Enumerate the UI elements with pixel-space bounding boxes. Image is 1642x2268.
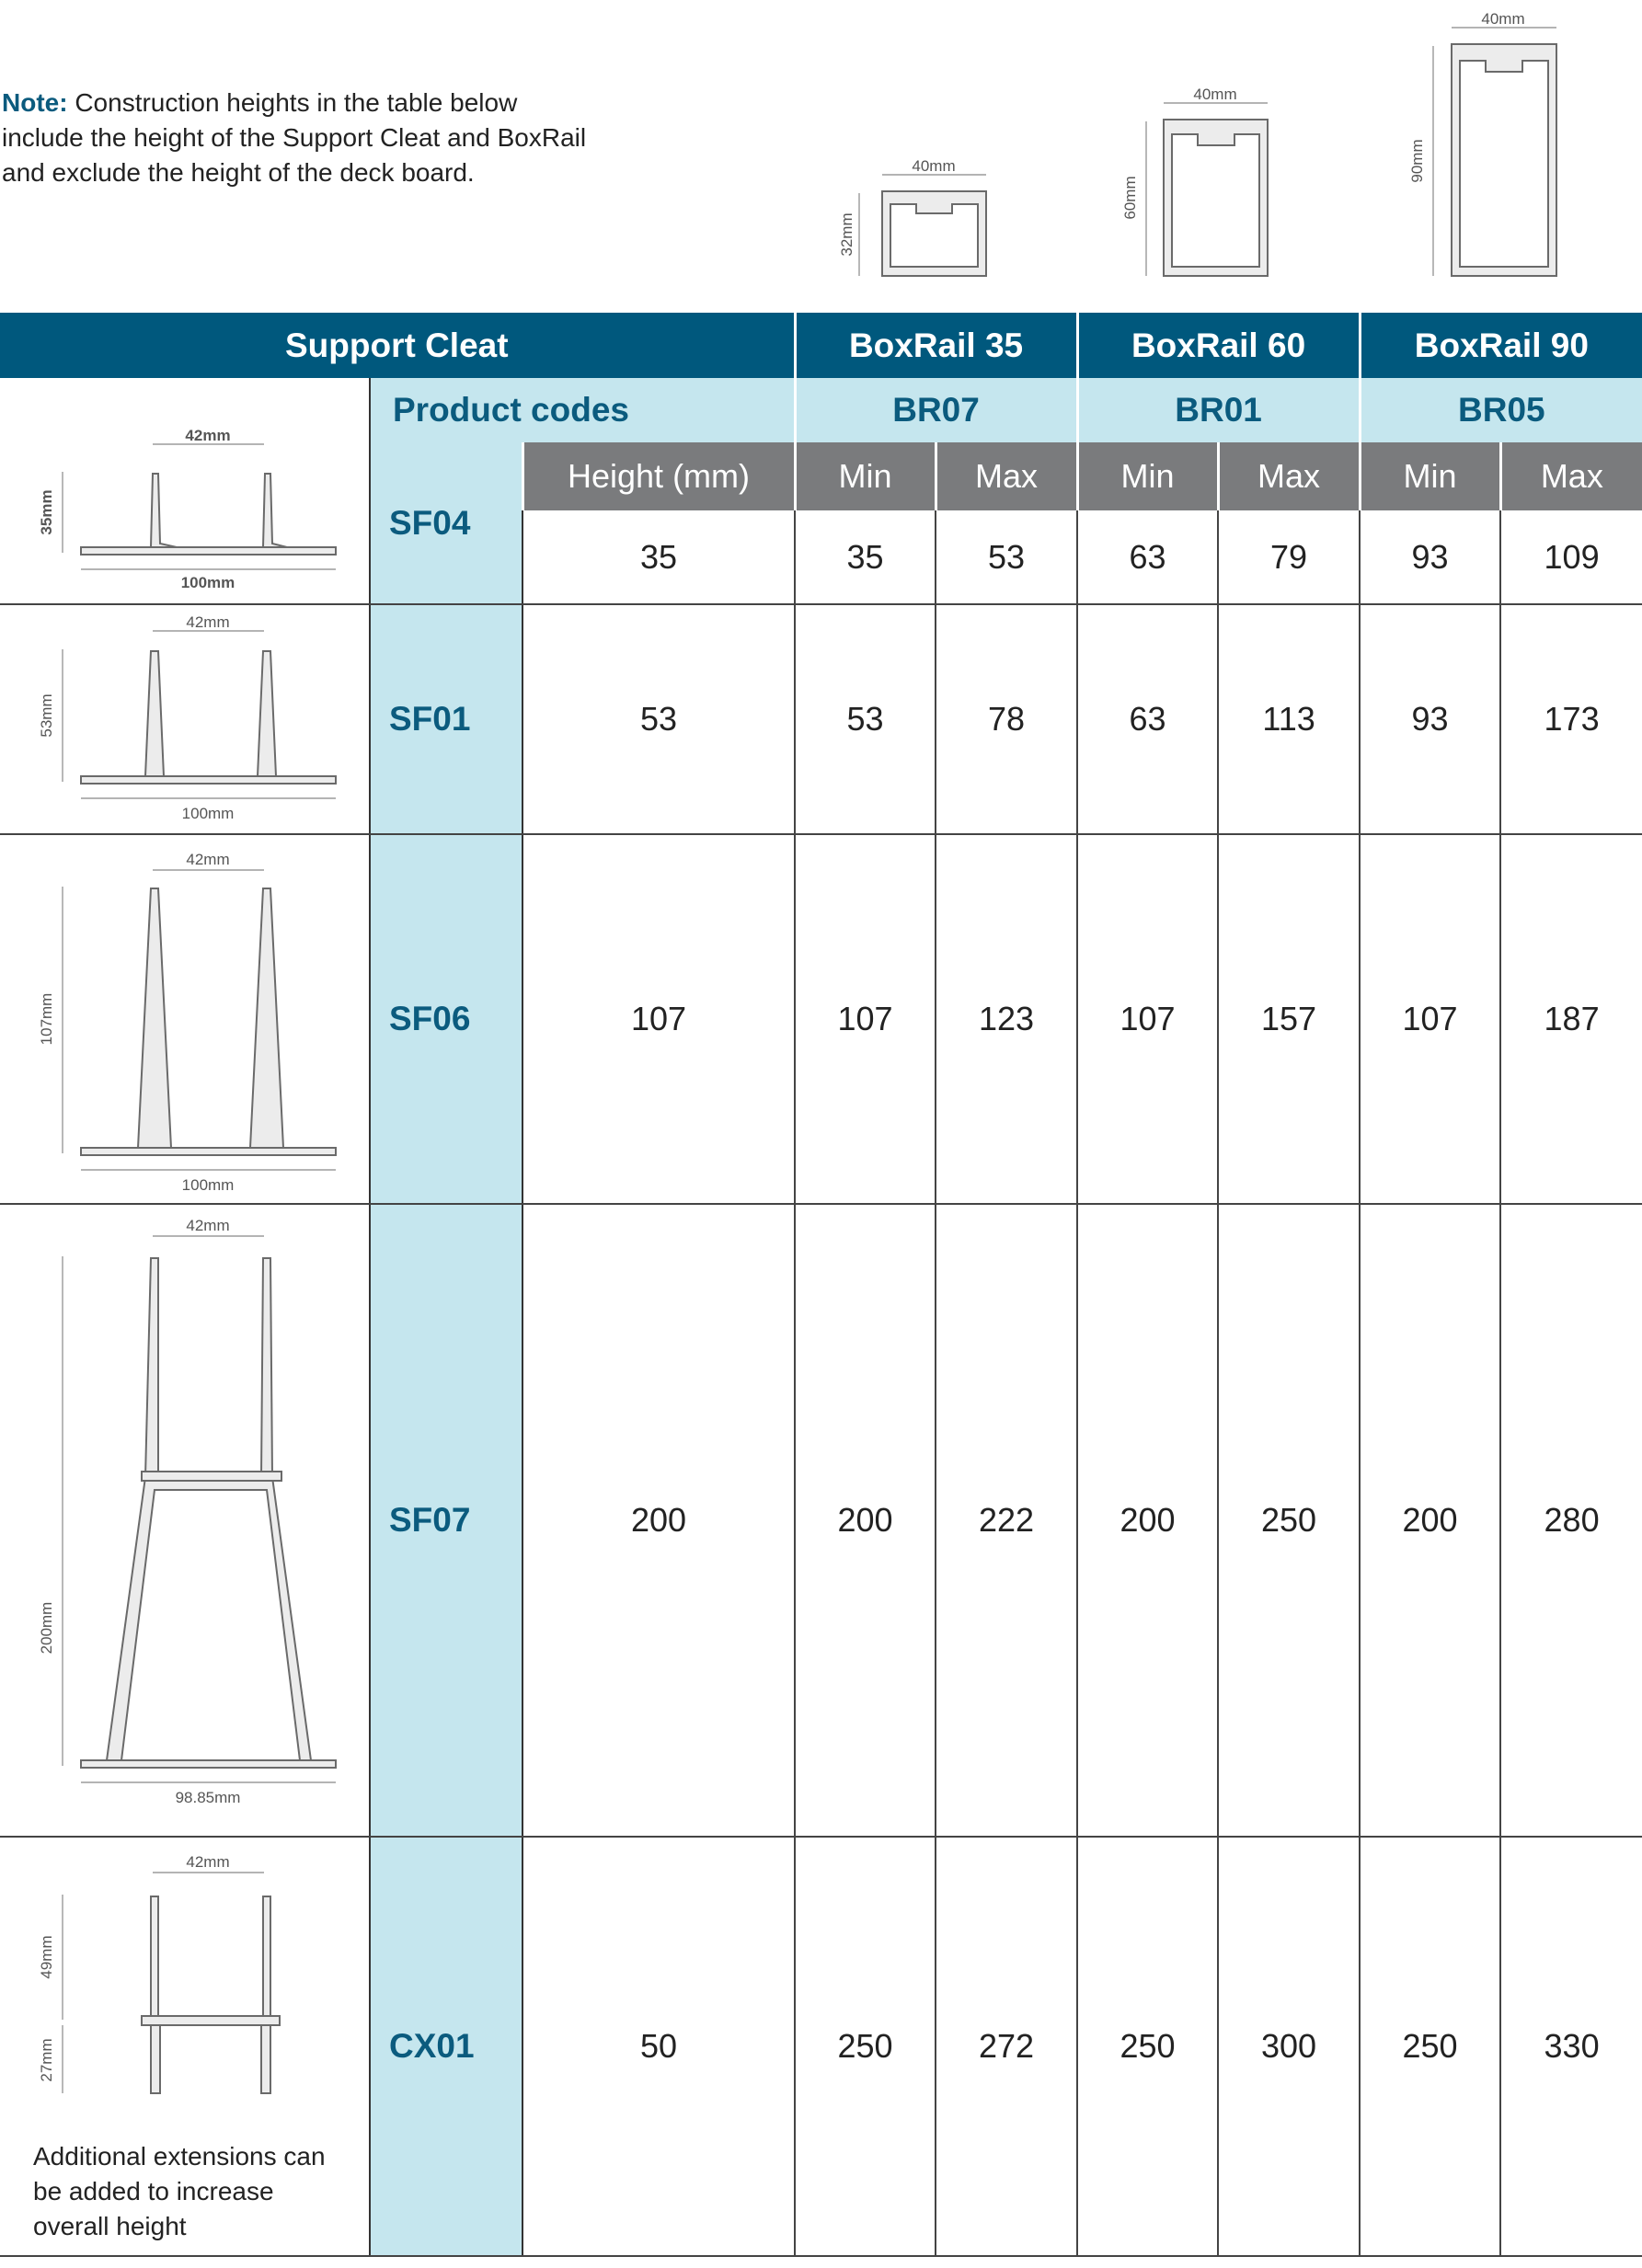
- sf06-cleat-diagram: [0, 835, 368, 1203]
- br05-code: BR05: [1360, 378, 1642, 442]
- br35-min-header: Min: [795, 442, 936, 510]
- product-codes-label: Product codes: [370, 378, 795, 442]
- br60-height-label: 60mm: [1121, 176, 1139, 220]
- sf07-bottom-dim: 98.85mm: [175, 1789, 241, 1806]
- boxrail-60-header: BoxRail 60: [1077, 313, 1360, 378]
- sf06-top-dim: 42mm: [186, 851, 230, 868]
- table-row: [0, 1204, 1642, 1837]
- cx01-upper-dim: 49mm: [38, 1935, 55, 1979]
- br35-width-label: 40mm: [912, 157, 956, 175]
- sf07-br90-min: 200: [1360, 1204, 1500, 1837]
- sf01-br60-max: 113: [1218, 604, 1360, 834]
- sf04-br35-min: 35: [795, 510, 936, 604]
- table-row: [0, 834, 1642, 1204]
- sf01-height: 53: [522, 604, 795, 834]
- sf04-code: SF04: [370, 442, 522, 604]
- cx01-height: 50: [522, 1837, 795, 2256]
- boxrail-90-header: BoxRail 90: [1360, 313, 1642, 378]
- sf04-br90-min: 93: [1360, 510, 1500, 604]
- sf07-br35-max: 222: [936, 1204, 1077, 1837]
- br60-width-label: 40mm: [1193, 86, 1237, 103]
- boxrail-60-profile: [1121, 86, 1268, 276]
- sf06-br60-min: 107: [1077, 834, 1218, 1204]
- height-mm-header: Height (mm): [522, 442, 795, 510]
- sf04-diagram-cell: [0, 378, 370, 604]
- br01-code: BR01: [1077, 378, 1360, 442]
- cx01-br60-min: 250: [1077, 1837, 1218, 2256]
- note-label: Note:: [2, 88, 68, 117]
- br90-width-label: 40mm: [1481, 10, 1525, 28]
- sf01-br60-min: 63: [1077, 604, 1218, 834]
- construction-height-table: [0, 313, 1642, 2257]
- sf06-br35-min: 107: [795, 834, 936, 1204]
- sf06-br90-min: 107: [1360, 834, 1500, 1204]
- header-row: [0, 313, 1642, 378]
- br07-code: BR07: [795, 378, 1077, 442]
- sf06-bottom-dim: 100mm: [181, 1176, 235, 1194]
- cx01-br90-max: 330: [1500, 1837, 1642, 2256]
- sf01-cleat-diagram: [0, 605, 368, 833]
- table-row: [0, 604, 1642, 834]
- cx01-code: CX01: [370, 1837, 522, 2256]
- sf06-height: 107: [522, 834, 795, 1204]
- table-row: [0, 1837, 1642, 2256]
- br60-min-header: Min: [1077, 442, 1218, 510]
- sf04-br60-max: 79: [1218, 510, 1360, 604]
- sf01-diagram-cell: [0, 604, 370, 834]
- sf06-br35-max: 123: [936, 834, 1077, 1204]
- sf06-br90-max: 187: [1500, 834, 1642, 1204]
- sf01-side-dim: 53mm: [38, 693, 55, 738]
- sf07-br60-min: 200: [1077, 1204, 1218, 1837]
- boxrail-35-profile: [838, 157, 986, 276]
- sf04-br35-max: 53: [936, 510, 1077, 604]
- br90-height-label: 90mm: [1408, 139, 1426, 183]
- sf01-br35-max: 78: [936, 604, 1077, 834]
- br35-height-label: 32mm: [838, 212, 855, 257]
- extension-note: Additional extensions can be added to increase overall height: [33, 2142, 326, 2240]
- sf07-br60-max: 250: [1218, 1204, 1360, 1837]
- sf01-br35-min: 53: [795, 604, 936, 834]
- cx01-lower-dim: 27mm: [38, 2038, 55, 2082]
- note-text: Construction heights in the table below include the height of the Support Cleat and BoxRail and exclude the height of the deck board.: [2, 88, 587, 187]
- br35-max-header: Max: [936, 442, 1077, 510]
- sf04-br90-max: 109: [1500, 510, 1642, 604]
- sf04-bottom-dim: 100mm: [180, 574, 235, 591]
- sf07-top-dim: 42mm: [186, 1217, 230, 1234]
- sf04-top-dim: 42mm: [185, 427, 231, 444]
- sf01-code: SF01: [370, 604, 522, 834]
- cx01-br35-max: 272: [936, 1837, 1077, 2256]
- br60-max-header: Max: [1218, 442, 1360, 510]
- sf04-side-dim: 35mm: [38, 489, 55, 535]
- sf04-cleat-diagram: [0, 378, 368, 603]
- boxrail-90-profile: [1408, 10, 1556, 276]
- br90-min-header: Min: [1360, 442, 1500, 510]
- sf04-height: 35: [522, 510, 795, 604]
- sf07-code: SF07: [370, 1204, 522, 1837]
- boxrail-35-header: BoxRail 35: [795, 313, 1077, 378]
- sf06-br60-max: 157: [1218, 834, 1360, 1204]
- sf07-side-dim: 200mm: [38, 1601, 55, 1655]
- sf07-cleat-diagram: [0, 1205, 368, 1836]
- sf01-bottom-dim: 100mm: [181, 805, 235, 822]
- sf07-height: 200: [522, 1204, 795, 1837]
- boxrail-profiles-diagram: [0, 0, 1642, 313]
- sf07-diagram-cell: [0, 1204, 370, 1837]
- cx01-top-dim: 42mm: [186, 1853, 230, 1871]
- sf07-br90-max: 280: [1500, 1204, 1642, 1837]
- cx01-diagram-cell: [0, 1837, 370, 2256]
- cx01-extension-diagram: [0, 1838, 368, 2132]
- sf01-top-dim: 42mm: [186, 613, 230, 631]
- sf01-br90-min: 93: [1360, 604, 1500, 834]
- sf07-br35-min: 200: [795, 1204, 936, 1837]
- cx01-br90-min: 250: [1360, 1837, 1500, 2256]
- sf06-diagram-cell: [0, 834, 370, 1204]
- cx01-br60-max: 300: [1218, 1837, 1360, 2256]
- cx01-br35-min: 250: [795, 1837, 936, 2256]
- product-codes-row: [0, 378, 1642, 442]
- support-cleat-header: Support Cleat: [0, 313, 795, 378]
- sf06-side-dim: 107mm: [38, 992, 55, 1046]
- sf06-code: SF06: [370, 834, 522, 1204]
- br90-max-header: Max: [1500, 442, 1642, 510]
- sf01-br90-max: 173: [1500, 604, 1642, 834]
- sf04-br60-min: 63: [1077, 510, 1218, 604]
